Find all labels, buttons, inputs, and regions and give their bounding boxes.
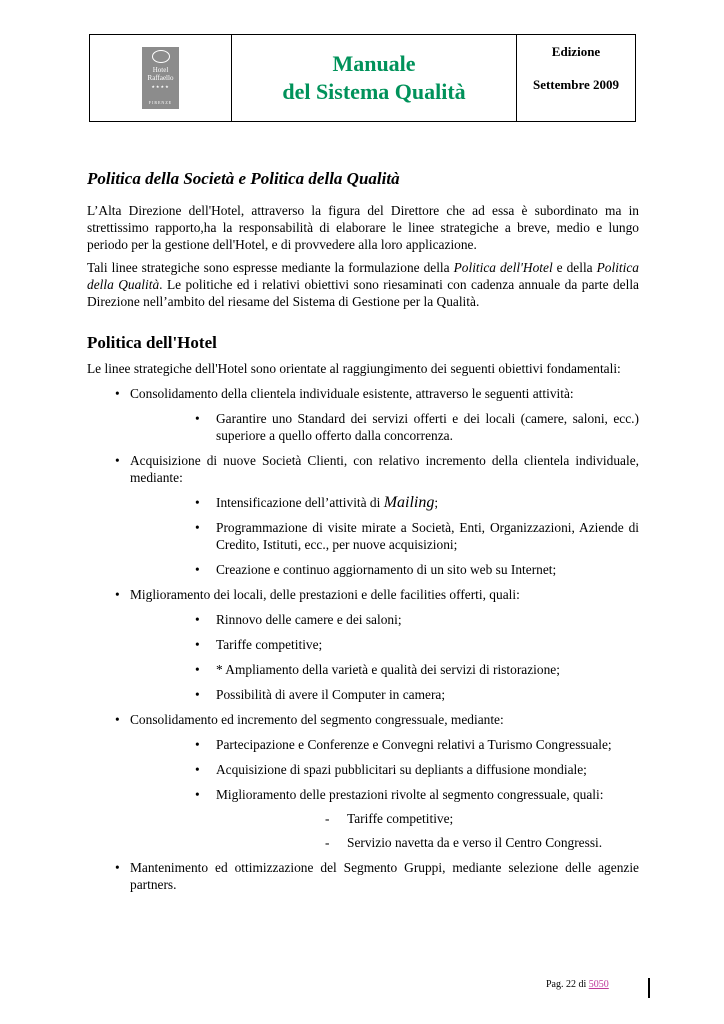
logo-emblem-icon bbox=[152, 50, 170, 63]
document-body bbox=[87, 168, 639, 893]
sub-list bbox=[130, 736, 639, 851]
para2-text-b: e della bbox=[552, 260, 597, 275]
para2-text-a: Tali linee strategiche sono espresse mediante la formulazione della bbox=[87, 260, 454, 275]
list-item bbox=[130, 494, 639, 511]
list-item bbox=[130, 786, 639, 851]
para2-emphasis-quality-policy: Politica della Qualità bbox=[87, 260, 640, 292]
page-total: 5050 bbox=[588, 979, 609, 990]
document-header bbox=[89, 34, 636, 122]
mailing-emphasis: Mailing bbox=[383, 494, 435, 511]
para2-text-c: . Le politiche ed i relativi obiettivi sono riesaminati con cadenza annuale da parte della Direzione nell’ambito del riesame del Sistema di Gestione per la Qualità. bbox=[87, 277, 639, 309]
page-footer bbox=[546, 979, 609, 990]
objective-text: Acquisizione di nuove Società Clienti, con relativo incremento della clientela individuale, mediante: bbox=[130, 453, 639, 485]
list-item: • * Ampliamento della varietà e qualità dei servizi di ristorazione; bbox=[130, 661, 639, 678]
list-item bbox=[87, 452, 639, 578]
objective-text: Consolidamento della clientela individuale esistente, attraverso le seguenti attività: bbox=[130, 386, 574, 401]
list-item: • Garantire uno Standard dei servizi offerti e dei locali (camere, saloni, ecc.) superiore a quello offerto dalla concorrenza. bbox=[130, 410, 639, 444]
title-line2: del Sistema Qualità bbox=[282, 79, 466, 104]
para2-emphasis-hotel-policy: Politica dell'Hotel bbox=[453, 260, 553, 275]
sub-list bbox=[130, 410, 639, 444]
item-text-end: ; bbox=[434, 495, 439, 510]
objectives-list bbox=[87, 385, 639, 893]
edition-date: Settembre 2009 bbox=[532, 77, 620, 92]
list-item: - Servizio navetta da e verso il Centro Congressi. bbox=[216, 834, 639, 851]
list-item: • Acquisizione di spazi pubblicitari su depliants a diffusione mondiale; bbox=[130, 761, 639, 778]
logo-city: FIRENZE bbox=[148, 99, 173, 105]
section1-para1: L’Alta Direzione dell'Hotel, attraverso la figura del Direttore che ad essa è subordinato ma in strettissimo rapporto,ha la responsabilità di elaborare le linee strategiche a breve, medio e lungo periodo per la gestione dell'Hotel, e di provvedere alla loro applicazione. bbox=[87, 203, 639, 252]
section1-para2 bbox=[87, 259, 639, 310]
list-item: • Possibilità di avere il Computer in camera; bbox=[130, 686, 639, 703]
sub-list bbox=[130, 611, 639, 703]
objective-text: Miglioramento dei locali, delle prestazioni e delle facilities offerti, quali: bbox=[130, 587, 520, 602]
list-item: • Mantenimento ed ottimizzazione del Segmento Gruppi, mediante selezione delle agenzie partners. bbox=[87, 859, 639, 893]
dash-list bbox=[216, 810, 639, 851]
sub-list bbox=[130, 494, 639, 578]
objective-text: Consolidamento ed incremento del segmento congressuale, mediante: bbox=[130, 712, 504, 727]
item-text: Miglioramento delle prestazioni rivolte al segmento congressuale, quali: bbox=[216, 787, 604, 802]
list-item: • Programmazione di visite mirate a Società, Enti, Organizzazioni, Aziende di Credito, Istituti, ecc., per nuove acquisizioni; bbox=[130, 519, 639, 553]
list-item: • Creazione e continuo aggiornamento di un sito web su Internet; bbox=[130, 561, 639, 578]
hotel-logo bbox=[142, 47, 179, 109]
item-text: Intensificazione dell’attività di bbox=[216, 495, 384, 510]
logo-line1: Hotel bbox=[152, 65, 169, 74]
change-bar bbox=[648, 978, 650, 998]
page-prefix: Pag. 22 di bbox=[546, 979, 589, 990]
title-line1: Manuale bbox=[332, 51, 416, 76]
list-item bbox=[87, 586, 639, 703]
edition-cell bbox=[517, 35, 635, 121]
section2-title: Politica dell'Hotel bbox=[87, 333, 217, 352]
list-item: • Tariffe competitive; bbox=[130, 636, 639, 653]
list-item: • Rinnovo delle camere e dei saloni; bbox=[130, 611, 639, 628]
edition-label: Edizione bbox=[551, 44, 601, 59]
list-item: • Partecipazione e Conferenze e Convegni relativi a Turismo Congressuale; bbox=[130, 736, 639, 753]
section2-intro: Le linee strategiche dell'Hotel sono orientate al raggiungimento dei seguenti obiettivi fondamentali: bbox=[87, 361, 621, 376]
logo-stars: ★★★★ bbox=[151, 83, 170, 89]
list-item bbox=[87, 385, 639, 444]
list-item bbox=[87, 711, 639, 851]
logo-line2: Raffaello bbox=[147, 73, 174, 82]
logo-cell bbox=[90, 35, 232, 121]
manual-title bbox=[232, 35, 517, 121]
section1-title: Politica della Società e Politica della Qualità bbox=[87, 169, 400, 188]
list-item: - Tariffe competitive; bbox=[216, 810, 639, 827]
